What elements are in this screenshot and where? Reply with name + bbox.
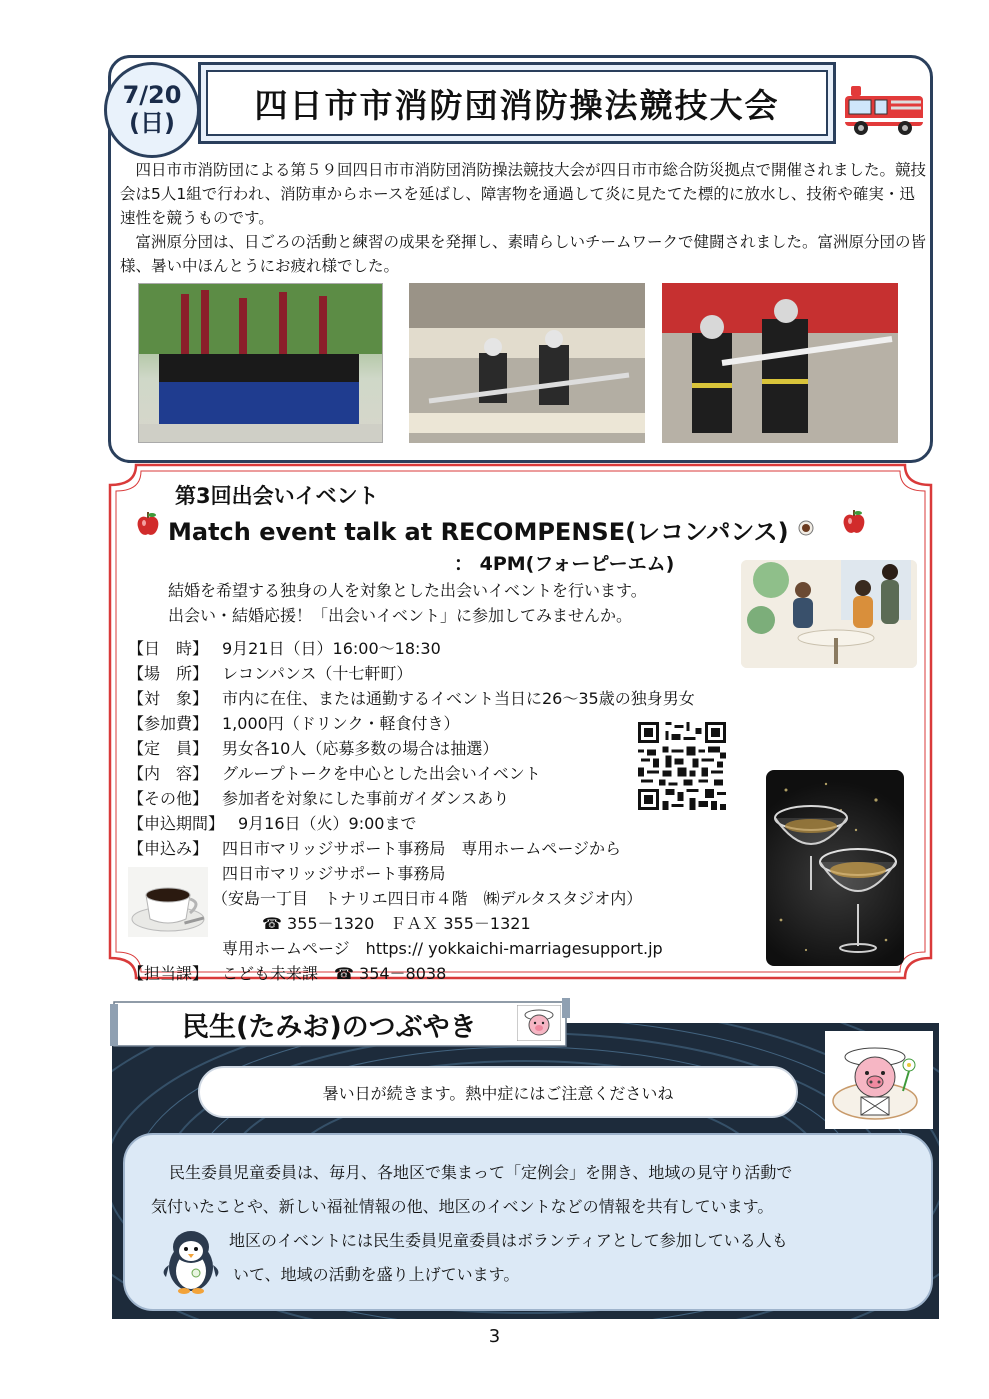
event-title: Match event talk at RECOMPENSE(レコンパンス)	[168, 518, 789, 546]
text-line: いて、地域の活動を盛り上げています。	[233, 1265, 520, 1284]
detail-key: 【場 所】	[128, 664, 209, 683]
detail-value: レコンパンス（十七軒町）	[222, 664, 413, 683]
pig-mascot-icon	[517, 1005, 561, 1041]
detail-key: 【定 員】	[128, 739, 209, 758]
detail-key: 【対 象】	[128, 689, 209, 708]
detail-value: 9月21日（日）16:00～18:30	[222, 639, 441, 658]
detail-key: 【その他】	[128, 789, 209, 808]
detail-value: こども未来課 ☎ 354－8038	[222, 964, 447, 983]
detail-value: 男女各10人（応募多数の場合は抽選）	[222, 739, 499, 758]
detail-row	[128, 736, 695, 761]
text-line: 地区のイベントには民生委員児童委員はボランティアとして参加している人も	[229, 1231, 788, 1250]
title-frame	[198, 62, 836, 144]
firetruck-icon	[843, 82, 925, 137]
detail-row	[128, 761, 695, 786]
date-text: 7/20	[122, 81, 182, 110]
detail-key: 【内 容】	[128, 764, 209, 783]
apply-phone: ☎ 355－1320 ＦＡＸ 355－1321	[262, 914, 531, 933]
detail-row	[128, 686, 695, 711]
detail-value: 参加者を対象にした事前ガイダンスあり	[222, 789, 510, 808]
speech-bubble: 暑い日が続きます。熱中症にはご注意くださいね	[198, 1066, 798, 1118]
detail-row	[128, 661, 695, 686]
detail-value: 1,000円（ドリンク・軽食付き）	[222, 714, 460, 733]
detail-row	[128, 811, 695, 836]
coffee-cup-photo	[128, 867, 208, 937]
text-line: 民生委員児童委員は、毎月、各地区で集まって「定例会」を開き、地域の見守り活動で	[169, 1163, 793, 1182]
penguin-illustration	[158, 1225, 224, 1295]
intro-line: 出会い・結婚応援！「出会いイベント」に参加してみませんか。	[168, 606, 633, 625]
detail-key: 【申込期間】	[128, 814, 225, 833]
detail-value: 市内に在住、または通勤するイベント当日に26～35歳の独身男女	[222, 689, 695, 708]
detail-value: 四日市マリッジサポート事務局 専用ホームページから	[222, 839, 622, 858]
team-lineup-photo	[138, 283, 383, 443]
champagne-glasses-photo	[766, 770, 904, 966]
weekday-text: (日)	[129, 109, 175, 137]
detail-key: 【日 時】	[128, 639, 209, 658]
detail-value: グループトークを中心とした出会いイベント	[222, 764, 541, 783]
apple-icon	[842, 509, 866, 535]
date-badge	[104, 62, 200, 158]
qr-code[interactable]	[638, 722, 726, 810]
detail-key: 【担当課】	[128, 964, 209, 983]
text-line: 気付いたことや、新しい福祉情報の他、地区のイベントなどの情報を共有しています。	[151, 1197, 774, 1216]
apple-icon	[136, 511, 160, 537]
competition-description	[120, 158, 930, 278]
detail-row	[128, 636, 695, 661]
detail-row	[128, 711, 695, 736]
coffee-cup-icon	[797, 518, 815, 536]
detail-row	[128, 786, 695, 811]
hose-drill-photo	[409, 283, 645, 443]
tamio-title: 民生(たみお)のつぶやき	[182, 1012, 477, 1043]
page-number: 3	[488, 1326, 501, 1347]
firefighters-photo	[662, 283, 898, 443]
event-intro	[168, 578, 647, 628]
pig-mascot-illustration	[825, 1031, 933, 1129]
detail-row	[128, 961, 695, 986]
detail-key: 【申込み】	[128, 839, 209, 858]
detail-row	[128, 836, 695, 861]
paragraph: 四日市市消防団による第５９回四日市市消防団消防操法競技大会が四日市市総合防災拠点で開催されました。競技会は5人1組で行われ、消防車からホースを延ばし、障害物を通過して炎に見たてた標的に放水し、技術や確実・迅速性を競うものです。	[120, 161, 927, 227]
apply-website[interactable]: 専用ホームページ https:// yokkaichi-marriagesupport.jp	[222, 939, 663, 958]
apply-office: 四日市マリッジサポート事務局	[222, 864, 446, 883]
intro-line: 結婚を希望する独身の人を対象とした出会いイベントを行います。	[168, 581, 647, 600]
apply-address: （安島一丁目 トナリエ四日市４階 ㈱デルタスタジオ内）	[212, 889, 643, 908]
detail-key: 【参加費】	[128, 714, 209, 733]
event-series-title: 第3回出会いイベント	[175, 484, 379, 508]
minsei-description	[151, 1156, 931, 1292]
detail-value: 9月16日（火）9:00まで	[238, 814, 417, 833]
cafe-illustration	[741, 560, 917, 668]
event-subtitle: ： 4PM(フォーピーエム)	[454, 553, 675, 575]
section-title: 四日市市消防団消防操法競技大会	[206, 70, 828, 136]
event-details	[128, 636, 695, 986]
paragraph: 富洲原分団は、日ごろの活動と練習の成果を発揮し、素晴らしいチームワークで健闘されました。富洲原分団の皆様、暑い中ほんとうにお疲れ様でした。	[120, 233, 927, 275]
